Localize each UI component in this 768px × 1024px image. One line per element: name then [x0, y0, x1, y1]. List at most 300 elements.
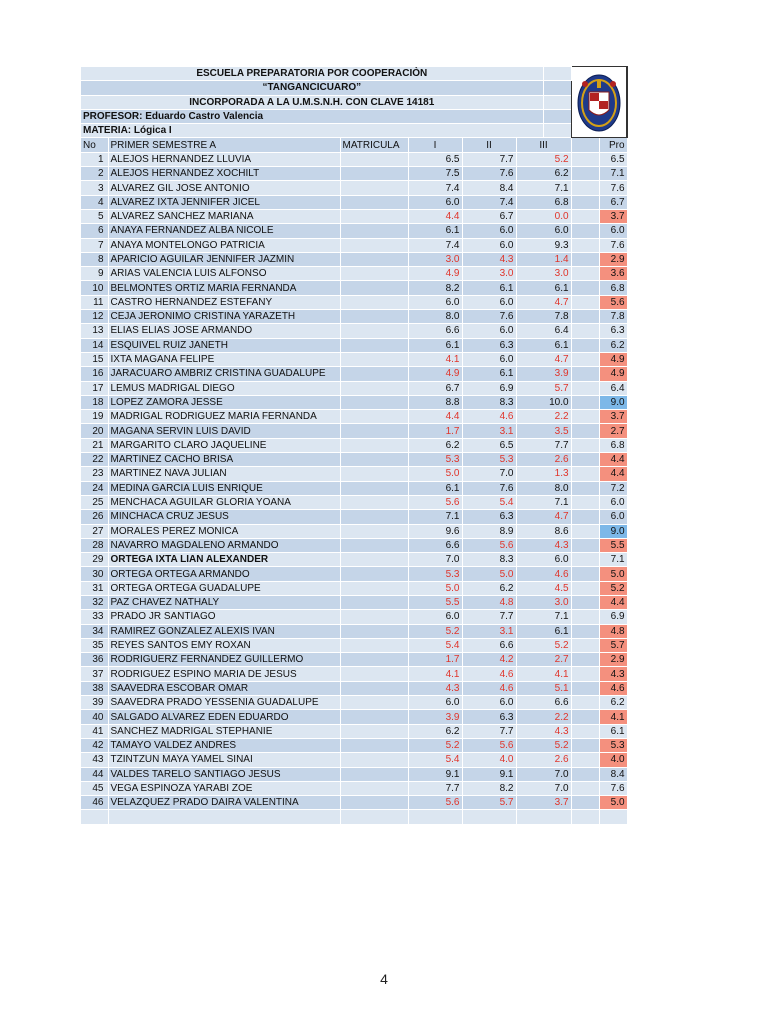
col-partial-3: III [516, 138, 571, 152]
student-name: CASTRO HERNANDEZ ESTEFANY [108, 295, 340, 309]
table-row [81, 767, 627, 781]
spacer-cell [571, 610, 599, 624]
average-grade: 6.7 [599, 195, 627, 209]
student-number: 14 [81, 338, 108, 352]
partial-grade-g1: 6.2 [408, 438, 462, 452]
partial-grade-g1: 3.9 [408, 710, 462, 724]
partial-grade-g1: 5.6 [408, 495, 462, 509]
table-row [81, 696, 627, 710]
student-matricula [340, 696, 408, 710]
spacer-cell [571, 510, 599, 524]
average-grade: 5.0 [599, 796, 627, 810]
table-row [81, 624, 627, 638]
partial-grade-g1: 6.0 [408, 195, 462, 209]
partial-grade-g2: 6.0 [462, 324, 516, 338]
partial-grade-g3: 3.5 [516, 424, 571, 438]
student-name: MEDINA GARCIA LUIS ENRIQUE [108, 481, 340, 495]
average-grade: 7.8 [599, 310, 627, 324]
student-name: ANAYA FERNANDEZ ALBA NICOLE [108, 224, 340, 238]
student-matricula [340, 352, 408, 366]
spacer-cell [571, 481, 599, 495]
partial-grade-g2: 6.7 [462, 209, 516, 223]
average-grade: 7.2 [599, 481, 627, 495]
partial-grade-g2: 6.3 [462, 510, 516, 524]
school-name: ESCUELA PREPARATORIA POR COOPERACIÒN [81, 67, 543, 81]
spacer-cell [571, 438, 599, 452]
partial-grade-g2: 4.8 [462, 595, 516, 609]
average-grade: 5.6 [599, 295, 627, 309]
table-row [81, 710, 627, 724]
spacer-cell [571, 681, 599, 695]
partial-grade-g1: 7.0 [408, 553, 462, 567]
partial-grade-g3: 8.0 [516, 481, 571, 495]
partial-grade-g1: 7.7 [408, 781, 462, 795]
partial-grade-g1: 8.2 [408, 281, 462, 295]
table-row [81, 610, 627, 624]
spacer-cell [571, 195, 599, 209]
spacer-cell [571, 338, 599, 352]
student-number: 35 [81, 638, 108, 652]
partial-grade-g1: 5.3 [408, 453, 462, 467]
student-matricula [340, 524, 408, 538]
student-name: ALVAREZ SANCHEZ MARIANA [108, 209, 340, 223]
partial-grade-g2: 7.4 [462, 195, 516, 209]
header-row-4 [81, 109, 627, 123]
student-number: 42 [81, 738, 108, 752]
partial-grade-g2: 6.1 [462, 281, 516, 295]
partial-grade-g2: 7.7 [462, 152, 516, 166]
student-number: 6 [81, 224, 108, 238]
student-name: MARTINEZ CACHO BRISA [108, 453, 340, 467]
spacer-cell [571, 167, 599, 181]
partial-grade-g3: 0.0 [516, 209, 571, 223]
partial-grade-g2: 5.4 [462, 495, 516, 509]
header-row-3 [81, 95, 627, 109]
partial-grade-g1: 3.0 [408, 252, 462, 266]
average-grade: 5.3 [599, 738, 627, 752]
partial-grade-g3: 5.1 [516, 681, 571, 695]
logos-box [571, 67, 627, 138]
table-row [81, 395, 627, 409]
partial-grade-g1: 6.5 [408, 152, 462, 166]
partial-grade-g2: 6.0 [462, 352, 516, 366]
student-matricula [340, 424, 408, 438]
partial-grade-g2: 5.7 [462, 796, 516, 810]
partial-grade-g2: 6.3 [462, 338, 516, 352]
student-number: 20 [81, 424, 108, 438]
profesor-label: PROFESOR: Eduardo Castro Valencia [81, 109, 543, 123]
table-row [81, 724, 627, 738]
partial-grade-g2: 3.1 [462, 624, 516, 638]
student-matricula [340, 667, 408, 681]
student-number: 28 [81, 538, 108, 552]
student-number: 16 [81, 367, 108, 381]
spacer-cell [571, 367, 599, 381]
student-name: PAZ CHAVEZ NATHALY [108, 595, 340, 609]
partial-grade-g3: 5.7 [516, 381, 571, 395]
student-name: MAGANA SERVIN LUIS DAVID [108, 424, 340, 438]
table-row [81, 796, 627, 810]
student-name: ORTEGA IXTA LIAN ALEXANDER [108, 553, 340, 567]
partial-grade-g1: 6.6 [408, 538, 462, 552]
partial-grade-g2: 6.9 [462, 381, 516, 395]
partial-grade-g2: 4.0 [462, 753, 516, 767]
col-partial-1: I [408, 138, 462, 152]
average-grade: 4.4 [599, 595, 627, 609]
student-number: 13 [81, 324, 108, 338]
partial-grade-g3: 1.4 [516, 252, 571, 266]
average-grade: 7.1 [599, 553, 627, 567]
student-number: 29 [81, 553, 108, 567]
student-matricula [340, 710, 408, 724]
partial-grade-g3: 4.6 [516, 567, 571, 581]
col-matricula: MATRICULA [340, 138, 408, 152]
partial-grade-g2: 3.1 [462, 424, 516, 438]
student-number: 5 [81, 209, 108, 223]
partial-grade-g1: 5.6 [408, 796, 462, 810]
student-matricula [340, 595, 408, 609]
table-row [81, 209, 627, 223]
average-grade: 7.6 [599, 781, 627, 795]
student-matricula [340, 567, 408, 581]
partial-grade-g3: 3.9 [516, 367, 571, 381]
average-grade: 6.0 [599, 510, 627, 524]
spacer-cell [571, 252, 599, 266]
student-name: VALDES TARELO SANTIAGO JESUS [108, 767, 340, 781]
partial-grade-g2: 7.6 [462, 481, 516, 495]
partial-grade-g1: 6.1 [408, 481, 462, 495]
header-row-2 [81, 81, 627, 95]
partial-grade-g3: 6.1 [516, 281, 571, 295]
partial-grade-g3: 2.2 [516, 410, 571, 424]
table-row [81, 681, 627, 695]
partial-grade-g3: 3.0 [516, 267, 571, 281]
student-name: RODRIGUERZ FERNANDEZ GUILLERMO [108, 653, 340, 667]
table-row [81, 238, 627, 252]
partial-grade-g3: 2.2 [516, 710, 571, 724]
partial-grade-g3: 6.8 [516, 195, 571, 209]
student-matricula [340, 538, 408, 552]
student-number: 12 [81, 310, 108, 324]
average-grade: 4.1 [599, 710, 627, 724]
student-matricula [340, 295, 408, 309]
table-row [81, 381, 627, 395]
student-name: REYES SANTOS EMY ROXAN [108, 638, 340, 652]
partial-grade-g1: 7.5 [408, 167, 462, 181]
col-no: No [81, 138, 108, 152]
partial-grade-g3: 7.0 [516, 767, 571, 781]
student-number: 27 [81, 524, 108, 538]
spacer-cell [571, 653, 599, 667]
partial-grade-g1: 1.7 [408, 653, 462, 667]
student-name: MENCHACA AGUILAR GLORIA YOANA [108, 495, 340, 509]
student-matricula [340, 495, 408, 509]
partial-grade-g1: 6.0 [408, 295, 462, 309]
average-grade: 6.8 [599, 281, 627, 295]
average-grade: 3.7 [599, 209, 627, 223]
table-row [81, 195, 627, 209]
partial-grade-g3: 2.6 [516, 453, 571, 467]
table-row [81, 781, 627, 795]
partial-grade-g2: 7.6 [462, 167, 516, 181]
partial-grade-g3: 4.7 [516, 510, 571, 524]
student-name: SANCHEZ MADRIGAL STEPHANIE [108, 724, 340, 738]
partial-grade-g2: 4.6 [462, 681, 516, 695]
partial-grade-g2: 8.4 [462, 181, 516, 195]
table-row [81, 295, 627, 309]
average-grade: 4.9 [599, 367, 627, 381]
student-name: CEJA JERONIMO CRISTINA YARAZETH [108, 310, 340, 324]
student-name: TAMAYO VALDEZ ANDRES [108, 738, 340, 752]
spacer-cell [571, 324, 599, 338]
spacer-cell [571, 424, 599, 438]
student-number: 39 [81, 696, 108, 710]
partial-grade-g1: 5.4 [408, 753, 462, 767]
student-number: 32 [81, 595, 108, 609]
student-name: ANAYA MONTELONGO PATRICIA [108, 238, 340, 252]
student-number: 4 [81, 195, 108, 209]
partial-grade-g2: 7.7 [462, 610, 516, 624]
partial-grade-g2: 4.6 [462, 667, 516, 681]
student-name: MORALES PEREZ MONICA [108, 524, 340, 538]
student-number: 9 [81, 267, 108, 281]
average-grade: 2.9 [599, 252, 627, 266]
spacer-cell [571, 738, 599, 752]
student-number: 33 [81, 610, 108, 624]
student-name: VEGA ESPINOZA YARABI ZOE [108, 781, 340, 795]
header-row-5 [81, 124, 627, 138]
spacer-cell [571, 767, 599, 781]
average-grade: 5.0 [599, 567, 627, 581]
spacer-cell [571, 352, 599, 366]
partial-grade-g2: 6.3 [462, 710, 516, 724]
school-town: “TANGANCICUARO” [81, 81, 543, 95]
partial-grade-g3: 5.2 [516, 738, 571, 752]
average-grade: 2.7 [599, 424, 627, 438]
student-name: RODRIGUEZ ESPINO MARIA DE JESUS [108, 667, 340, 681]
partial-grade-g1: 7.4 [408, 181, 462, 195]
student-matricula [340, 724, 408, 738]
spacer-cell [571, 310, 599, 324]
student-name: LOPEZ ZAMORA JESSE [108, 395, 340, 409]
partial-grade-g1: 5.5 [408, 595, 462, 609]
partial-grade-g2: 4.2 [462, 653, 516, 667]
student-name: LEMUS MADRIGAL DIEGO [108, 381, 340, 395]
student-matricula [340, 796, 408, 810]
spacer-cell [571, 224, 599, 238]
student-matricula [340, 753, 408, 767]
partial-grade-g1: 9.1 [408, 767, 462, 781]
student-matricula [340, 338, 408, 352]
student-number: 24 [81, 481, 108, 495]
spacer-cell [571, 395, 599, 409]
student-name: RAMIREZ GONZALEZ ALEXIS IVAN [108, 624, 340, 638]
student-matricula [340, 324, 408, 338]
student-number: 31 [81, 581, 108, 595]
partial-grade-g3: 7.7 [516, 438, 571, 452]
student-matricula [340, 395, 408, 409]
partial-grade-g3: 6.4 [516, 324, 571, 338]
col-promedio: Pro [599, 138, 627, 152]
partial-grade-g2: 8.2 [462, 781, 516, 795]
grades-sheet [81, 66, 628, 825]
student-number: 3 [81, 181, 108, 195]
table-row [81, 553, 627, 567]
partial-grade-g1: 4.4 [408, 410, 462, 424]
spacer-cell [571, 567, 599, 581]
materia-label: MATERIA: Lógica I [81, 124, 543, 138]
col-partial-2: II [462, 138, 516, 152]
average-grade: 8.4 [599, 767, 627, 781]
table-row [81, 738, 627, 752]
student-name: MINCHACA CRUZ JESUS [108, 510, 340, 524]
student-name: SAAVEDRA PRADO YESSENIA GUADALUPE [108, 696, 340, 710]
table-row [81, 281, 627, 295]
spacer-cell [571, 696, 599, 710]
student-number: 26 [81, 510, 108, 524]
partial-grade-g2: 5.6 [462, 738, 516, 752]
column-header-row [81, 138, 627, 152]
average-grade: 6.3 [599, 324, 627, 338]
student-number: 10 [81, 281, 108, 295]
student-name: IXTA MAGANA FELIPE [108, 352, 340, 366]
spacer-cell [571, 753, 599, 767]
student-matricula [340, 252, 408, 266]
student-name: ELIAS ELIAS JOSE ARMANDO [108, 324, 340, 338]
average-grade: 9.0 [599, 524, 627, 538]
page-number: 4 [380, 971, 388, 987]
student-name: ESQUIVEL RUIZ JANETH [108, 338, 340, 352]
spacer-cell [571, 724, 599, 738]
student-name: ALVAREZ GIL JOSE ANTONIO [108, 181, 340, 195]
partial-grade-g2: 7.7 [462, 724, 516, 738]
student-name: ARIAS VALENCIA LUIS ALFONSO [108, 267, 340, 281]
partial-grade-g3: 7.0 [516, 781, 571, 795]
partial-grade-g3: 7.8 [516, 310, 571, 324]
spacer-cell [571, 796, 599, 810]
table-row [81, 495, 627, 509]
table-row [81, 338, 627, 352]
student-matricula [340, 410, 408, 424]
student-number: 23 [81, 467, 108, 481]
partial-grade-g1: 1.7 [408, 424, 462, 438]
table-row [81, 753, 627, 767]
partial-grade-g1: 6.1 [408, 338, 462, 352]
partial-grade-g3: 6.2 [516, 167, 571, 181]
average-grade: 4.4 [599, 467, 627, 481]
partial-grade-g2: 6.0 [462, 238, 516, 252]
table-row [81, 538, 627, 552]
table-row [81, 567, 627, 581]
spacer-cell [571, 209, 599, 223]
average-grade: 4.9 [599, 352, 627, 366]
spacer-cell [571, 281, 599, 295]
student-name: BELMONTES ORTIZ MARIA FERNANDA [108, 281, 340, 295]
partial-grade-g1: 7.4 [408, 238, 462, 252]
student-number: 25 [81, 495, 108, 509]
spacer-cell [571, 467, 599, 481]
spacer-cell [571, 267, 599, 281]
partial-grade-g1: 5.0 [408, 581, 462, 595]
average-grade: 7.1 [599, 167, 627, 181]
spacer-cell [571, 595, 599, 609]
student-number: 38 [81, 681, 108, 695]
partial-grade-g1: 6.0 [408, 610, 462, 624]
table-row [81, 310, 627, 324]
spacer-cell [571, 238, 599, 252]
partial-grade-g1: 5.4 [408, 638, 462, 652]
student-matricula [340, 238, 408, 252]
student-matricula [340, 638, 408, 652]
table-row [81, 367, 627, 381]
partial-grade-g2: 5.0 [462, 567, 516, 581]
spacer-cell [571, 495, 599, 509]
partial-grade-g3: 6.1 [516, 338, 571, 352]
student-name: APARICIO AGUILAR JENNIFER JAZMIN [108, 252, 340, 266]
student-number: 11 [81, 295, 108, 309]
student-number: 17 [81, 381, 108, 395]
partial-grade-g3: 8.6 [516, 524, 571, 538]
partial-grade-g2: 9.1 [462, 767, 516, 781]
student-number: 40 [81, 710, 108, 724]
student-number: 21 [81, 438, 108, 452]
partial-grade-g3: 4.3 [516, 538, 571, 552]
partial-grade-g2: 6.1 [462, 367, 516, 381]
partial-grade-g2: 6.0 [462, 295, 516, 309]
student-number: 34 [81, 624, 108, 638]
average-grade: 5.7 [599, 638, 627, 652]
average-grade: 6.0 [599, 224, 627, 238]
partial-grade-g2: 5.6 [462, 538, 516, 552]
average-grade: 2.9 [599, 653, 627, 667]
spacer-cell [571, 524, 599, 538]
spacer-cell [571, 667, 599, 681]
student-matricula [340, 553, 408, 567]
student-name: MADRIGAL RODRIGUEZ MARIA FERNANDA [108, 410, 340, 424]
student-matricula [340, 438, 408, 452]
student-matricula [340, 781, 408, 795]
partial-grade-g1: 4.1 [408, 667, 462, 681]
partial-grade-g3: 1.3 [516, 467, 571, 481]
student-number: 15 [81, 352, 108, 366]
partial-grade-g3: 6.6 [516, 696, 571, 710]
partial-grade-g1: 5.3 [408, 567, 462, 581]
spacer-cell [571, 581, 599, 595]
partial-grade-g1: 8.8 [408, 395, 462, 409]
partial-grade-g1: 7.1 [408, 510, 462, 524]
partial-grade-g3: 2.6 [516, 753, 571, 767]
table-row [81, 152, 627, 166]
student-name: SALGADO ALVAREZ EDEN EDUARDO [108, 710, 340, 724]
student-name: ALEJOS HERNANDEZ XOCHILT [108, 167, 340, 181]
partial-grade-g3: 5.2 [516, 152, 571, 166]
partial-grade-g3: 9.3 [516, 238, 571, 252]
partial-grade-g1: 5.0 [408, 467, 462, 481]
table-row [81, 524, 627, 538]
partial-grade-g1: 6.2 [408, 724, 462, 738]
partial-grade-g3: 4.1 [516, 667, 571, 681]
partial-grade-g1: 5.2 [408, 624, 462, 638]
table-row [81, 224, 627, 238]
student-matricula [340, 738, 408, 752]
partial-grade-g1: 4.4 [408, 209, 462, 223]
spacer-cell [571, 781, 599, 795]
student-matricula [340, 381, 408, 395]
spacer-cell [571, 624, 599, 638]
partial-grade-g3: 7.1 [516, 181, 571, 195]
student-name: JARACUARO AMBRIZ CRISTINA GUADALUPE [108, 367, 340, 381]
partial-grade-g3: 6.0 [516, 553, 571, 567]
